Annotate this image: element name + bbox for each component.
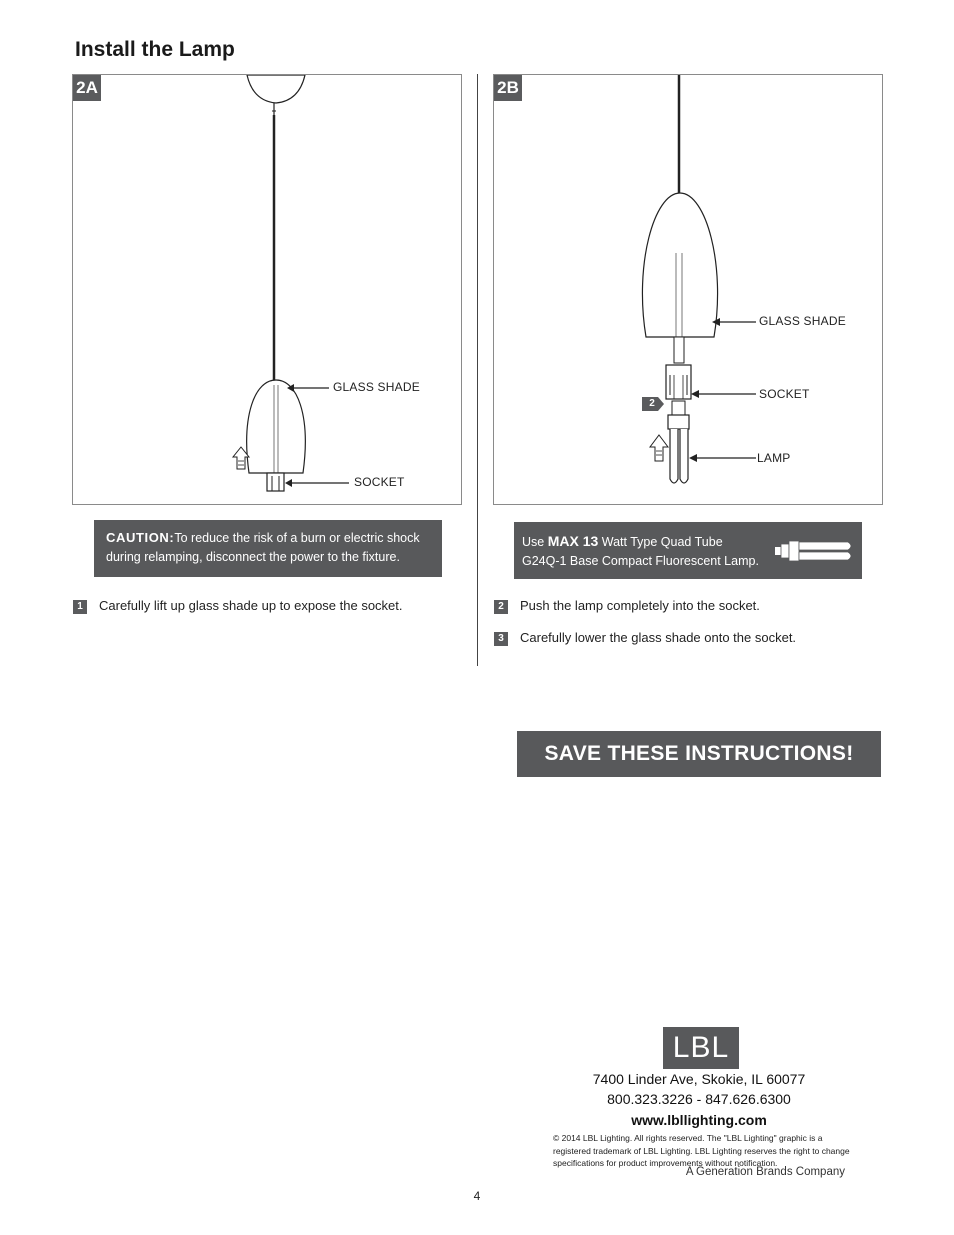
step-number: 2 bbox=[494, 600, 508, 614]
callout-lamp: LAMP bbox=[757, 451, 791, 465]
callout-glass-shade-2b: GLASS SHADE bbox=[759, 314, 846, 328]
step-marker-2: 2 bbox=[649, 398, 655, 409]
parent-company: A Generation Brands Company bbox=[685, 1166, 845, 1178]
company-address: 7400 Linder Ave, Skokie, IL 60077 bbox=[592, 1071, 806, 1087]
save-instructions-banner: SAVE THESE INSTRUCTIONS! bbox=[517, 731, 881, 777]
page-title: Install the Lamp bbox=[75, 38, 235, 61]
step-text: Carefully lower the glass shade onto the socket. bbox=[520, 630, 797, 645]
step-number: 1 bbox=[73, 600, 87, 614]
caution-box bbox=[94, 520, 442, 577]
step-3 bbox=[494, 630, 796, 646]
lamp-info-type: Watt Type Quad Tube bbox=[598, 535, 723, 549]
quad-tube-lamp-icon bbox=[774, 538, 856, 564]
figure-tag-2b: 2B bbox=[494, 75, 522, 101]
figure-tag-2a: 2A bbox=[73, 75, 101, 101]
callout-socket-2b: SOCKET bbox=[759, 387, 810, 401]
caution-label: CAUTION: bbox=[106, 530, 175, 545]
callout-glass-shade: GLASS SHADE bbox=[333, 380, 420, 394]
page-number: 4 bbox=[473, 1189, 481, 1203]
column-divider bbox=[477, 74, 478, 666]
company-phones: 800.323.3226 - 847.626.6300 bbox=[607, 1091, 791, 1107]
figure-2a bbox=[72, 74, 462, 505]
step-text: Carefully lift up glass shade up to expose the socket. bbox=[99, 598, 403, 613]
pendant-shade-lifted-illustration bbox=[73, 75, 461, 504]
figure-2b bbox=[493, 74, 883, 505]
lamp-info-line-2: G24Q-1 Base Compact Fluorescent Lamp. bbox=[522, 554, 759, 568]
lamp-max-wattage: MAX 13 bbox=[547, 533, 599, 549]
caution-text: To reduce the risk of a burn or electric shock during relamping, disconnect the power to the fixture. bbox=[106, 531, 420, 564]
lamp-info-prefix: Use bbox=[522, 535, 548, 549]
legal-notice: © 2014 LBL Lighting. All rights reserved. The "LBL Lighting" graphic is a registered trademark of LBL Lighting. LBL Lighting reserves the right to change specifications for product improvements without notification. bbox=[553, 1133, 850, 1168]
step-number: 3 bbox=[494, 632, 508, 646]
step-2 bbox=[494, 598, 760, 614]
company-website[interactable]: www.lbllighting.com bbox=[631, 1112, 767, 1128]
lamp-insertion-illustration bbox=[494, 75, 882, 504]
step-text: Push the lamp completely into the socket. bbox=[520, 598, 760, 613]
callout-socket: SOCKET bbox=[354, 475, 405, 489]
lbl-logo: LBL bbox=[663, 1027, 739, 1069]
step-1 bbox=[73, 598, 403, 614]
lamp-info-box bbox=[514, 522, 862, 579]
